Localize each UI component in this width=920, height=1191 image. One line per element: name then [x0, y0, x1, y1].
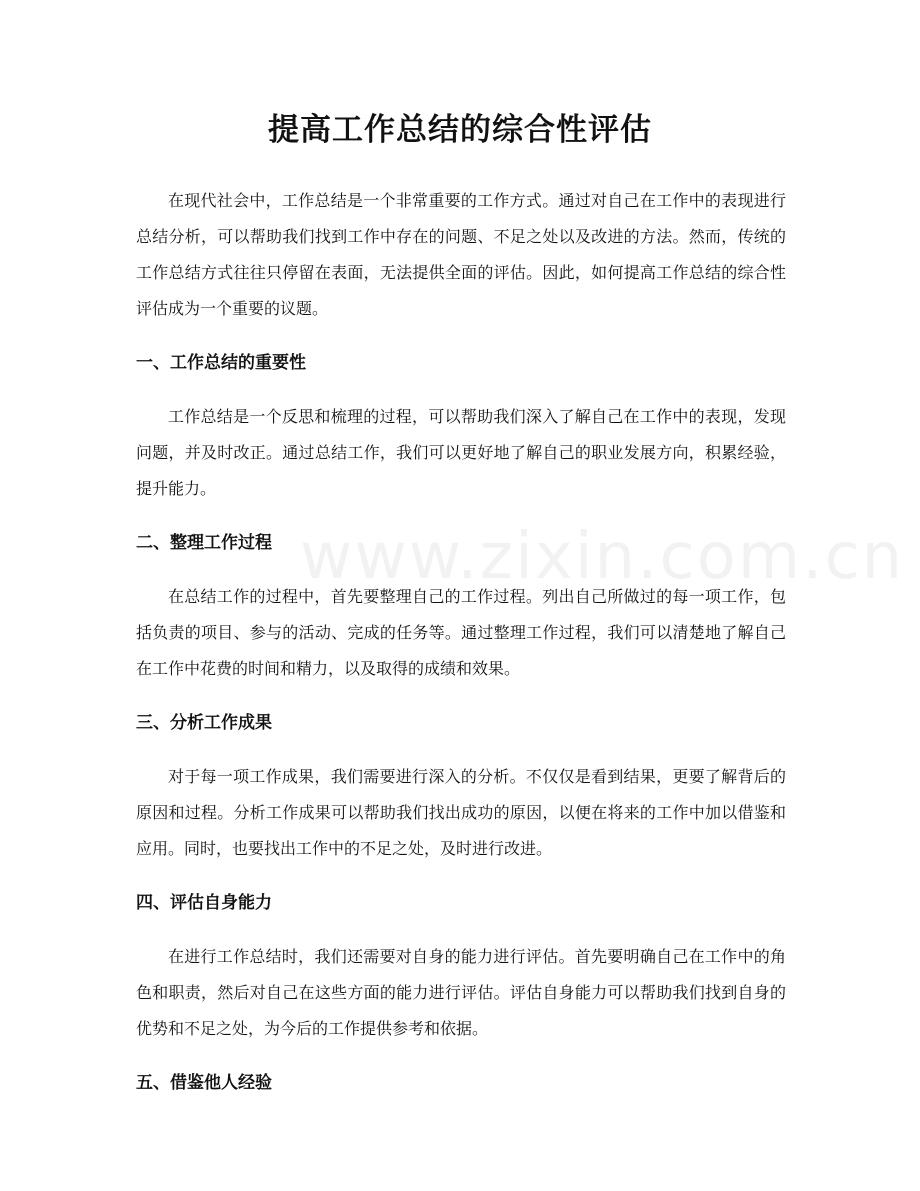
watermark: www.zixin.com.cn	[300, 520, 905, 594]
section-paragraph-4: 在进行工作总结时，我们还需要对自身的能力进行评估。首先要明确自己在工作中的角色和职责，然后对自己在这些方面的能力进行评估。评估自身能力可以帮助我们找到自身的优势和不足之处，为今后的工作提供参考和依据。	[136, 947, 786, 1038]
section-paragraph-2: 在总结工作的过程中，首先要整理自己的工作过程。列出自己所做过的每一项工作，包括负责的项目、参与的活动、完成的任务等。通过整理工作过程，我们可以清楚地了解自己在工作中花费的时间和精力，以及取得的成绩和效果。	[136, 587, 786, 678]
section-heading-4: 四、评估自身能力	[136, 893, 272, 913]
section-paragraph-3: 对于每一项工作成果，我们需要进行深入的分析。不仅仅是看到结果，更要了解背后的原因和过程。分析工作成果可以帮助我们找出成功的原因，以便在将来的工作中加以借鉴和应用。同时，也要找出工作中的不足之处，及时进行改进。	[136, 767, 786, 858]
document-body	[136, 183, 786, 1101]
intro-paragraph: 在现代社会中，工作总结是一个非常重要的工作方式。通过对自己在工作中的表现进行总结分析，可以帮助我们找到工作中存在的问题、不足之处以及改进的方法。然而，传统的工作总结方式往往只停留在表面，无法提供全面的评估。因此，如何提高工作总结的综合性评估成为一个重要的议题。	[136, 191, 786, 318]
section-heading-2: 二、整理工作过程	[136, 533, 272, 553]
section-paragraph-1: 工作总结是一个反思和梳理的过程，可以帮助我们深入了解自己在工作中的表现，发现问题，并及时改正。通过总结工作，我们可以更好地了解自己的职业发展方向，积累经验，提升能力。	[136, 407, 786, 498]
section-heading-1: 一、工作总结的重要性	[136, 353, 306, 373]
section-heading-3: 三、分析工作成果	[136, 713, 272, 733]
document-title: 提高工作总结的综合性评估	[268, 112, 652, 148]
section-heading-5: 五、借鉴他人经验	[136, 1073, 272, 1093]
